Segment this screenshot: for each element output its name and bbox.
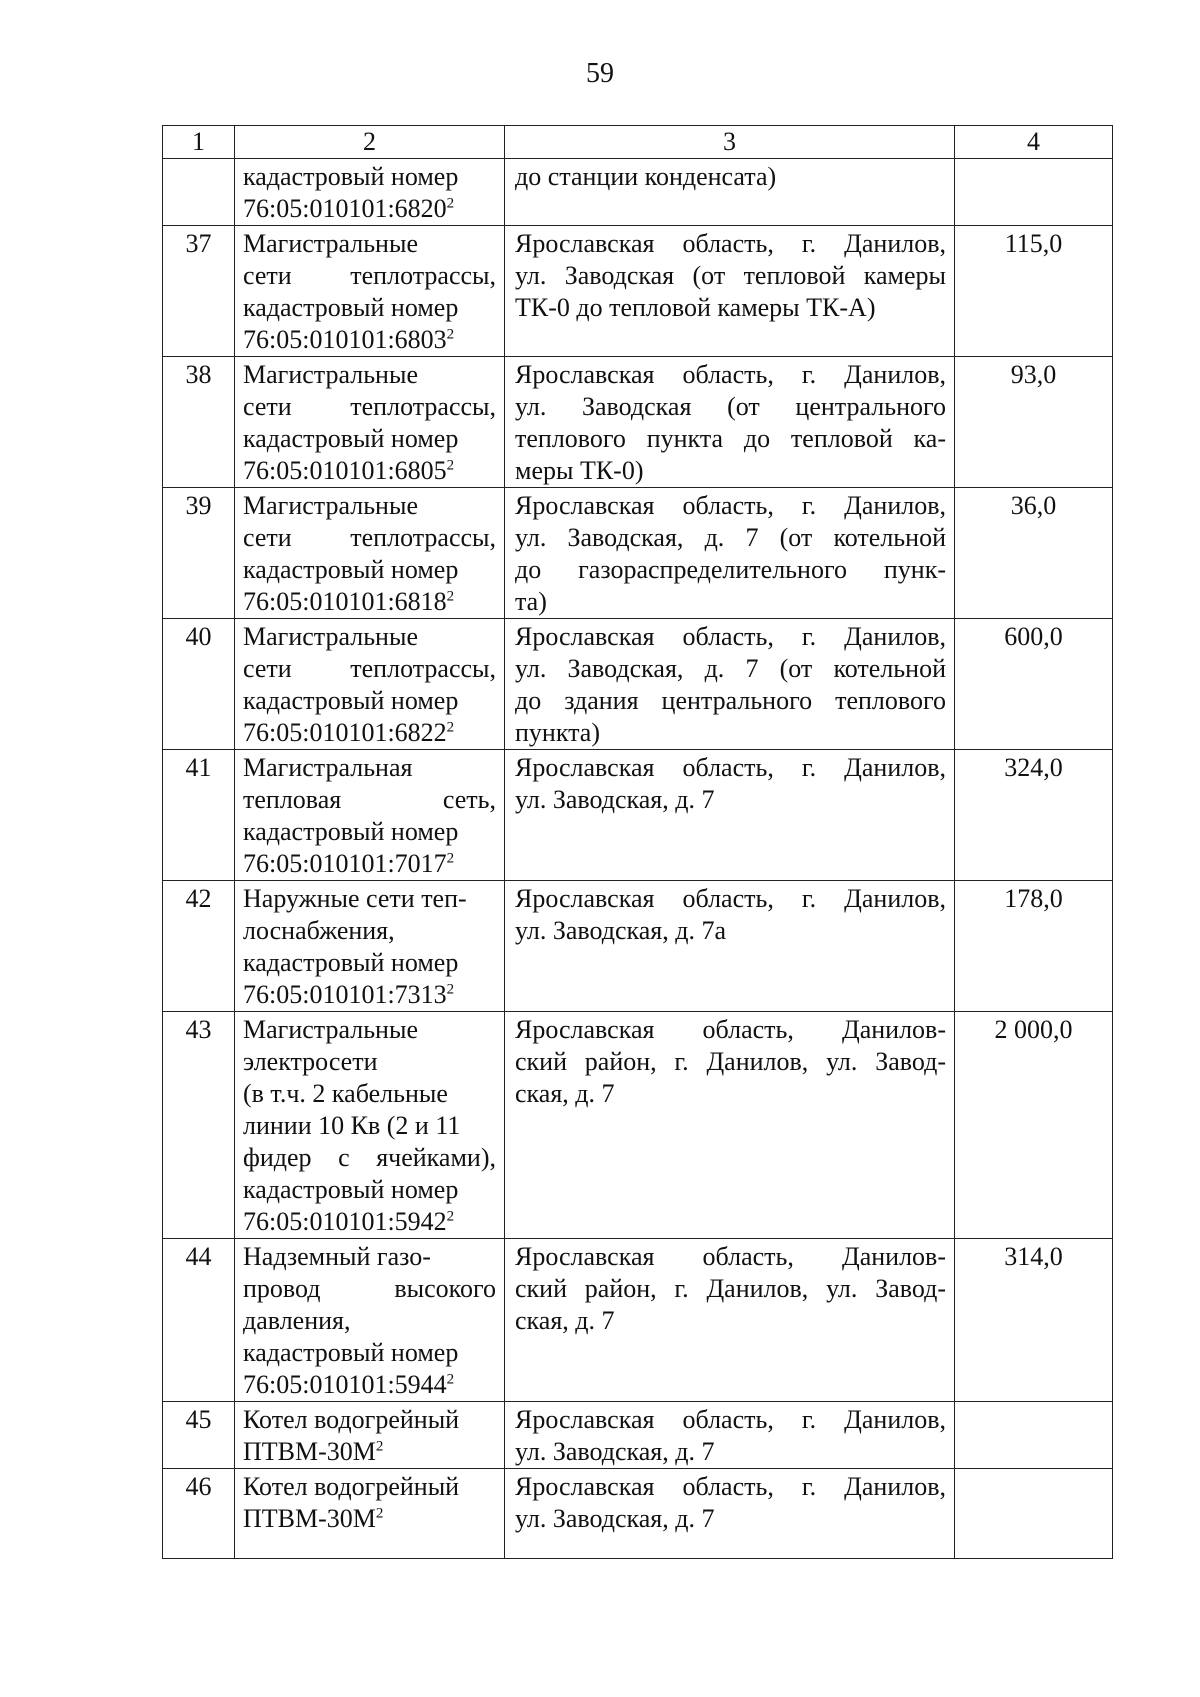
object-value: 2 000,0 xyxy=(955,1012,1113,1239)
object-name-line xyxy=(243,1503,496,1535)
object-name-text: кадастровый номер xyxy=(243,817,459,846)
object-name-text: давления, xyxy=(243,1306,351,1335)
object-name-line xyxy=(243,1471,496,1503)
object-name-line xyxy=(243,260,496,292)
object-address xyxy=(505,1469,955,1559)
footnote-mark: 2 xyxy=(446,457,455,474)
object-name-line xyxy=(243,915,496,947)
row-number: 45 xyxy=(163,1402,235,1469)
object-value xyxy=(955,1469,1113,1559)
object-name-text: кадастровый номер xyxy=(243,555,459,584)
footnote-mark: 2 xyxy=(446,981,455,998)
object-address xyxy=(505,226,955,357)
object-name-text: 76:05:010101:6820 xyxy=(243,194,447,223)
object-name-text: 76:05:010101:5944 xyxy=(243,1370,447,1399)
object-name-line xyxy=(243,1142,496,1174)
object-name-line xyxy=(243,359,496,391)
address-line: ТК-0 до тепловой камеры ТК-А) xyxy=(515,293,876,322)
object-name xyxy=(235,488,505,619)
object-name-text: электросети xyxy=(243,1047,378,1076)
object-name xyxy=(235,1469,505,1559)
object-name-line xyxy=(243,1046,496,1078)
object-name-line xyxy=(243,752,496,784)
object-address xyxy=(505,1239,955,1402)
object-name-line xyxy=(243,490,496,522)
address-line: теплового пункта до тепловой ка- xyxy=(515,424,946,453)
object-name-line xyxy=(243,1305,496,1337)
object-name-text: 76:05:010101:7017 xyxy=(243,849,447,878)
object-name xyxy=(235,1402,505,1469)
object-address xyxy=(505,1012,955,1239)
row-number: 46 xyxy=(163,1469,235,1559)
object-name-text: Магистральные xyxy=(243,622,418,651)
object-value: 324,0 xyxy=(955,750,1113,881)
object-name-line xyxy=(243,193,496,225)
object-address xyxy=(505,619,955,750)
object-name-text: лоснабжения, xyxy=(243,916,395,945)
object-name-line xyxy=(243,979,496,1011)
object-value xyxy=(955,159,1113,226)
address-line: до газораспределительного пунк- xyxy=(515,555,946,584)
footnote-mark: 2 xyxy=(375,1505,384,1522)
object-name-line xyxy=(243,621,496,653)
object-name-line xyxy=(243,161,496,193)
row-number: 41 xyxy=(163,750,235,881)
object-name-text: 76:05:010101:5942 xyxy=(243,1207,447,1236)
address-line: меры ТК-0) xyxy=(515,456,644,485)
object-value xyxy=(955,1402,1113,1469)
address-line: до станции конденсата) xyxy=(515,162,777,191)
object-name xyxy=(235,619,505,750)
address-line: Ярославская область, г. Данилов, xyxy=(515,622,946,651)
object-name-line xyxy=(243,1174,496,1206)
object-name-line xyxy=(243,1241,496,1273)
table-row xyxy=(163,357,1113,488)
table-row xyxy=(163,159,1113,226)
object-address xyxy=(505,488,955,619)
footnote-mark: 2 xyxy=(446,1371,455,1388)
object-name xyxy=(235,226,505,357)
object-name-text: 76:05:010101:6818 xyxy=(243,587,447,616)
address-line: Ярославская область, г. Данилов, xyxy=(515,753,946,782)
row-number: 42 xyxy=(163,881,235,1012)
object-name-line xyxy=(243,1078,496,1110)
object-name-line xyxy=(243,848,496,880)
address-line: ул. Заводская, д. 7 xyxy=(515,785,715,814)
object-name-line xyxy=(243,1436,496,1468)
object-name-line xyxy=(243,816,496,848)
object-name-text: сети теплотрассы, xyxy=(243,523,496,552)
table-row xyxy=(163,226,1113,357)
object-name-text: сети теплотрассы, xyxy=(243,261,496,290)
row-number: 37 xyxy=(163,226,235,357)
object-name xyxy=(235,159,505,226)
table-row xyxy=(163,488,1113,619)
object-address xyxy=(505,750,955,881)
object-name-text: сети теплотрассы, xyxy=(243,654,496,683)
table-row xyxy=(163,1469,1113,1559)
footnote-mark: 2 xyxy=(446,326,455,343)
table-row xyxy=(163,619,1113,750)
row-number: 40 xyxy=(163,619,235,750)
object-name-line xyxy=(243,455,496,487)
table-header-row xyxy=(163,126,1113,159)
table-row xyxy=(163,1239,1113,1402)
address-line: Ярославская область, г. Данилов, xyxy=(515,360,946,389)
object-name-line xyxy=(243,586,496,618)
object-name-text: кадастровый номер xyxy=(243,1175,459,1204)
object-name xyxy=(235,750,505,881)
object-name-text: линии 10 Кв (2 и 11 xyxy=(243,1111,461,1140)
object-name-text: Магистральные xyxy=(243,491,418,520)
object-name-text: кадастровый номер xyxy=(243,162,459,191)
object-name-text: провод высокого xyxy=(243,1274,496,1303)
object-name-line xyxy=(243,653,496,685)
property-table xyxy=(162,125,1113,1559)
object-value: 314,0 xyxy=(955,1239,1113,1402)
object-name-text: Магистральные xyxy=(243,229,418,258)
object-name xyxy=(235,881,505,1012)
object-name-line xyxy=(243,685,496,717)
object-name-text: 76:05:010101:6803 xyxy=(243,325,447,354)
object-name-line xyxy=(243,1110,496,1142)
address-line: ул. Заводская, д. 7 (от котельной xyxy=(515,523,946,552)
object-address xyxy=(505,159,955,226)
object-name-line xyxy=(243,423,496,455)
address-line: ул. Заводская, д. 7 xyxy=(515,1437,715,1466)
object-name-text: кадастровый номер xyxy=(243,424,459,453)
object-name-text: кадастровый номер xyxy=(243,293,459,322)
object-name-line xyxy=(243,391,496,423)
object-name-line xyxy=(243,717,496,749)
table-row xyxy=(163,750,1113,881)
object-name-text: Наружные сети теп- xyxy=(243,884,467,913)
object-name-text: Магистральные xyxy=(243,360,418,389)
footnote-mark: 2 xyxy=(446,588,455,605)
object-name-text: Надземный газо- xyxy=(243,1242,431,1271)
object-name-text: сети теплотрассы, xyxy=(243,392,496,421)
page-number: 59 xyxy=(586,58,614,89)
object-name-line xyxy=(243,1273,496,1305)
object-address xyxy=(505,881,955,1012)
address-line: ул. Заводская, д. 7а xyxy=(515,916,727,945)
address-line: ул. Заводская, д. 7 xyxy=(515,1504,715,1533)
address-line: та) xyxy=(515,587,547,616)
footnote-mark: 2 xyxy=(446,719,455,736)
object-name xyxy=(235,1239,505,1402)
column-header: 3 xyxy=(505,126,955,159)
object-address xyxy=(505,357,955,488)
object-address xyxy=(505,1402,955,1469)
column-header: 4 xyxy=(955,126,1113,159)
table-row xyxy=(163,1402,1113,1469)
object-name-line xyxy=(243,1369,496,1401)
object-name-line xyxy=(243,1206,496,1238)
address-line: Ярославская область, г. Данилов, xyxy=(515,884,946,913)
object-name-text: Магистральная xyxy=(243,753,413,782)
address-line: пункта) xyxy=(515,718,600,747)
address-line: Ярославская область, Данилов- xyxy=(515,1015,946,1044)
table-row xyxy=(163,881,1113,1012)
object-name-line xyxy=(243,1337,496,1369)
object-name-line xyxy=(243,228,496,260)
address-line: ул. Заводская (от тепловой камеры xyxy=(515,261,946,290)
row-number: 38 xyxy=(163,357,235,488)
row-number: 39 xyxy=(163,488,235,619)
address-line: ул. Заводская (от центрального xyxy=(515,392,946,421)
object-name-line xyxy=(243,292,496,324)
object-name-text: 76:05:010101:6822 xyxy=(243,718,447,747)
object-name-text: (в т.ч. 2 кабельные xyxy=(243,1079,448,1108)
object-name-text: ПТВМ-30М xyxy=(243,1437,376,1466)
object-name-text: Магистральные xyxy=(243,1015,418,1044)
row-number xyxy=(163,159,235,226)
object-name-text: ПТВМ-30М xyxy=(243,1504,376,1533)
footnote-mark: 2 xyxy=(446,1208,455,1225)
footnote-mark: 2 xyxy=(446,195,455,212)
object-name-line xyxy=(243,1014,496,1046)
object-name-line xyxy=(243,784,496,816)
table-row xyxy=(163,1012,1113,1239)
object-value: 600,0 xyxy=(955,619,1113,750)
object-name-text: кадастровый номер xyxy=(243,948,459,977)
object-name-text: 76:05:010101:6805 xyxy=(243,456,447,485)
object-name-line xyxy=(243,1404,496,1436)
object-name xyxy=(235,1012,505,1239)
row-number: 44 xyxy=(163,1239,235,1402)
object-name-text: Котел водогрейный xyxy=(243,1472,460,1501)
object-name-line xyxy=(243,947,496,979)
object-name-line xyxy=(243,554,496,586)
object-name xyxy=(235,357,505,488)
footnote-mark: 2 xyxy=(446,850,455,867)
object-name-text: Котел водогрейный xyxy=(243,1405,460,1434)
address-line: до здания центрального теплового xyxy=(515,686,946,715)
address-line: Ярославская область, г. Данилов, xyxy=(515,1472,946,1501)
object-name-text: 76:05:010101:7313 xyxy=(243,980,447,1009)
column-header: 2 xyxy=(235,126,505,159)
object-value: 115,0 xyxy=(955,226,1113,357)
address-line: ский район, г. Данилов, ул. Завод- xyxy=(515,1047,946,1076)
object-name-line xyxy=(243,324,496,356)
object-name-text: тепловая сеть, xyxy=(243,785,496,814)
address-line: Ярославская область, г. Данилов, xyxy=(515,229,946,258)
object-value: 178,0 xyxy=(955,881,1113,1012)
object-name-line xyxy=(243,883,496,915)
object-name-text: кадастровый номер xyxy=(243,1338,459,1367)
address-line: ский район, г. Данилов, ул. Завод- xyxy=(515,1274,946,1303)
row-number: 43 xyxy=(163,1012,235,1239)
object-value: 93,0 xyxy=(955,357,1113,488)
footnote-mark: 2 xyxy=(375,1438,384,1455)
address-line: ская, д. 7 xyxy=(515,1306,615,1335)
object-name-text: кадастровый номер xyxy=(243,686,459,715)
object-value: 36,0 xyxy=(955,488,1113,619)
column-header: 1 xyxy=(163,126,235,159)
address-line: ская, д. 7 xyxy=(515,1079,615,1108)
address-line: Ярославская область, Данилов- xyxy=(515,1242,946,1271)
object-name-line xyxy=(243,522,496,554)
address-line: Ярославская область, г. Данилов, xyxy=(515,1405,946,1434)
address-line: ул. Заводская, д. 7 (от котельной xyxy=(515,654,946,683)
object-name-text: фидер с ячейками), xyxy=(243,1143,496,1172)
address-line: Ярославская область, г. Данилов, xyxy=(515,491,946,520)
